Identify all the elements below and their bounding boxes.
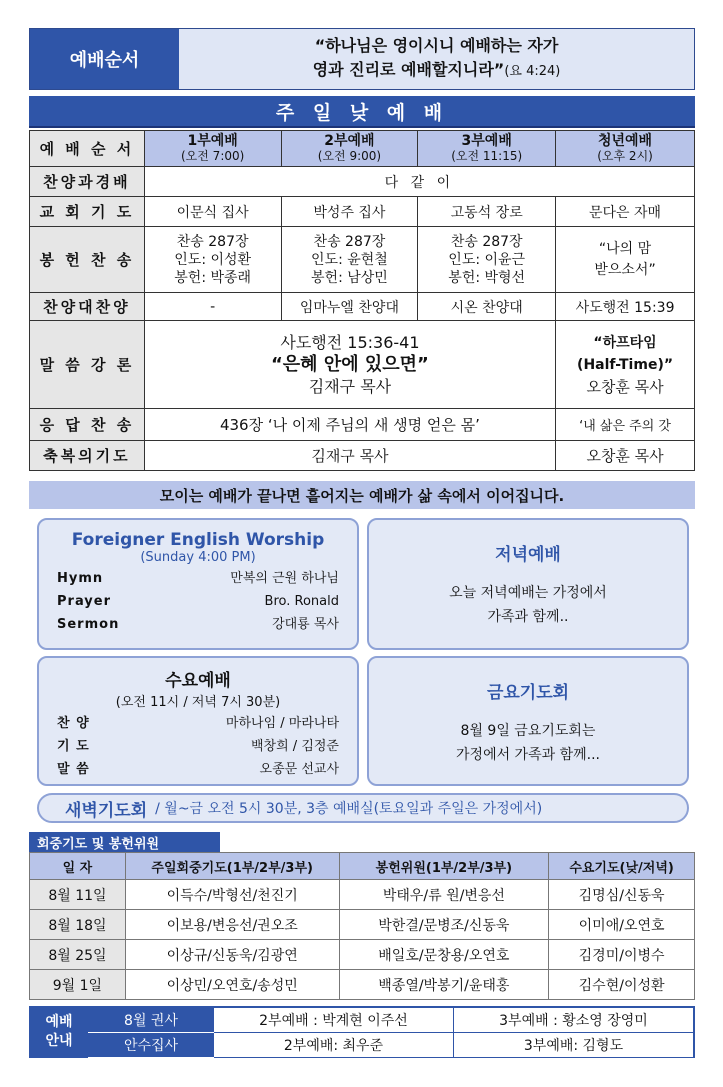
table-row xyxy=(30,409,695,441)
header-bar xyxy=(29,28,695,90)
table-row xyxy=(30,853,695,880)
service-3: 3부예배 (오전 11:15) xyxy=(418,131,556,167)
wednesday-title: 수요예배 xyxy=(165,671,231,691)
prayer-3: 고동석 장로 xyxy=(418,197,556,227)
table-row: 8월 25일 이상규/신동욱/김광연 배일호/문창용/오연호 김경미/이병수 xyxy=(30,940,695,970)
col-header-sunday-prayer: 주일회중기도(1부/2부/3부) xyxy=(125,853,339,880)
table-row: 안수집사 2부예배: 최우준 3부예배: 김형도 xyxy=(89,1033,694,1058)
offering-1: 찬송 287장 인도: 이성환 봉헌: 박종래 xyxy=(144,227,281,293)
prayer-youth: 문다은 자매 xyxy=(556,197,695,227)
evening-line-2: 가족과 함께.. xyxy=(487,609,569,625)
sermon-preacher: 김재구 목사 xyxy=(308,376,392,396)
table-row xyxy=(30,227,695,293)
benediction-value: 김재구 목사 xyxy=(144,441,555,471)
wednesday-time: (오전 11시 / 저녁 7시 30분) xyxy=(115,695,281,710)
row-label-choir: 찬양대찬양 xyxy=(30,293,145,321)
slogan-bar: 모이는 예배가 끝나면 흩어지는 예배가 삶 속에서 이어집니다. xyxy=(29,481,695,509)
praise-value: 다 같 이 xyxy=(144,167,694,197)
service-youth: 청년예배 (오후 2시) xyxy=(556,131,695,167)
sermon-title: “은혜 안에 있으면” xyxy=(270,353,429,375)
evening-title: 저녁예배 xyxy=(495,545,561,565)
prayer-section-tag: 회중기도 및 봉헌위원 xyxy=(29,832,220,852)
choir-3: 시온 찬양대 xyxy=(418,293,556,321)
choir-2: 임마누엘 찬양대 xyxy=(281,293,418,321)
table-row xyxy=(30,131,695,167)
guide-label: 예배 안내 xyxy=(30,1007,88,1057)
offering-youth: “나의 맘 받으소서” xyxy=(556,227,695,293)
list-item: 기 도 백창희 / 김정준 xyxy=(57,739,339,754)
table-row: 8월 18일 이보용/변응선/권오조 박한결/문병조/신동욱 이미애/오연호 xyxy=(30,910,695,940)
table-row xyxy=(30,321,695,409)
col-header-offering: 봉헌위원(1부/2부/3부) xyxy=(339,853,549,880)
row-label-offering: 봉 헌 찬 송 xyxy=(30,227,145,293)
list-item: Prayer Bro. Ronald xyxy=(57,594,339,609)
benediction-youth: 오창훈 목사 xyxy=(556,441,695,471)
sermon-youth: “하프타임 (Half-Time)” 오창훈 목사 xyxy=(556,321,695,409)
order-label: 예 배 순 서 xyxy=(30,131,145,167)
wednesday-worship-box xyxy=(37,656,359,786)
prayer-2: 박성주 집사 xyxy=(281,197,418,227)
english-time: (Sunday 4:00 PM) xyxy=(140,550,256,565)
offering-3: 찬송 287장 인도: 이윤근 봉헌: 박형선 xyxy=(418,227,556,293)
dawn-text: / 월~금 오전 5시 30분, 3층 예배실(토요일과 주일은 가정에서) xyxy=(155,801,543,817)
row-label-response: 응 답 찬 송 xyxy=(30,409,145,441)
sermon-main xyxy=(144,321,555,409)
evening-line-1: 오늘 저녁예배는 가정에서 xyxy=(449,585,607,601)
service-2: 2부예배 (오전 9:00) xyxy=(281,131,418,167)
table-row xyxy=(30,167,695,197)
col-header-date: 일 자 xyxy=(30,853,126,880)
dawn-prayer-bar xyxy=(37,793,689,823)
evening-worship-box xyxy=(367,518,689,650)
response-youth: ‘내 삶은 주의 갓 xyxy=(556,409,695,441)
usher-guide xyxy=(29,1006,695,1058)
english-worship-box xyxy=(37,518,359,650)
prayer-table xyxy=(29,852,695,1000)
sermon-scripture: 사도행전 15:36-41 xyxy=(280,332,420,352)
table-row xyxy=(30,441,695,471)
offering-2: 찬송 287장 인도: 윤현철 봉헌: 남상민 xyxy=(281,227,418,293)
row-label-prayer: 교 회 기 도 xyxy=(30,197,145,227)
row-label-praise: 찬양과경배 xyxy=(30,167,145,197)
table-row: 8월 11일 이득수/박형선/천진기 박태우/류 원/변응선 김명심/신동욱 xyxy=(30,880,695,910)
sunday-banner: 주 일 낮 예 배 xyxy=(29,96,695,128)
dawn-title: 새벽기도회 xyxy=(65,800,148,821)
list-item: 찬 양 마하나임 / 마라나타 xyxy=(57,716,339,731)
row-label-sermon: 말 씀 강 론 xyxy=(30,321,145,409)
sunday-order-table xyxy=(29,130,695,471)
friday-title: 금요기도회 xyxy=(486,683,570,703)
header-verse xyxy=(179,29,694,89)
choir-1: - xyxy=(144,293,281,321)
col-header-wednesday: 수요기도(낮/저녁) xyxy=(549,853,695,880)
list-item: 말 씀 오종문 선교사 xyxy=(57,762,339,777)
friday-line-2: 가정에서 가족과 함께... xyxy=(456,747,600,763)
table-row: 9월 1일 이상민/오연호/송성민 백종열/박봉기/윤태홍 김수현/이성환 xyxy=(30,970,695,1000)
response-value: 436장 ‘나 이제 주님의 새 생명 얻은 몸’ xyxy=(144,409,555,441)
choir-youth: 사도행전 15:39 xyxy=(556,293,695,321)
verse-ref: (요 4:24) xyxy=(504,64,561,79)
prayer-1: 이문식 집사 xyxy=(144,197,281,227)
list-item: Sermon 강대룡 목사 xyxy=(57,617,339,632)
verse-line-1: “하나님은 영이시니 예배하는 자가 xyxy=(314,36,559,55)
header-label: 예배순서 xyxy=(30,29,179,89)
guide-table xyxy=(88,1007,694,1058)
row-label-benediction: 축복의기도 xyxy=(30,441,145,471)
english-title: Foreigner English Worship xyxy=(71,530,325,550)
table-row xyxy=(30,293,695,321)
table-row xyxy=(30,197,695,227)
friday-prayer-box xyxy=(367,656,689,786)
verse-line-2: 영과 진리로 예배할지니라”(요 4:24) xyxy=(312,60,561,79)
list-item: Hymn 만복의 근원 하나님 xyxy=(57,571,339,586)
table-row: 8월 권사 2부예배 : 박계현 이주선 3부예배 : 황소영 장영미 xyxy=(89,1008,694,1033)
service-1: 1부예배 (오전 7:00) xyxy=(144,131,281,167)
friday-line-1: 8월 9일 금요기도회는 xyxy=(460,723,596,739)
